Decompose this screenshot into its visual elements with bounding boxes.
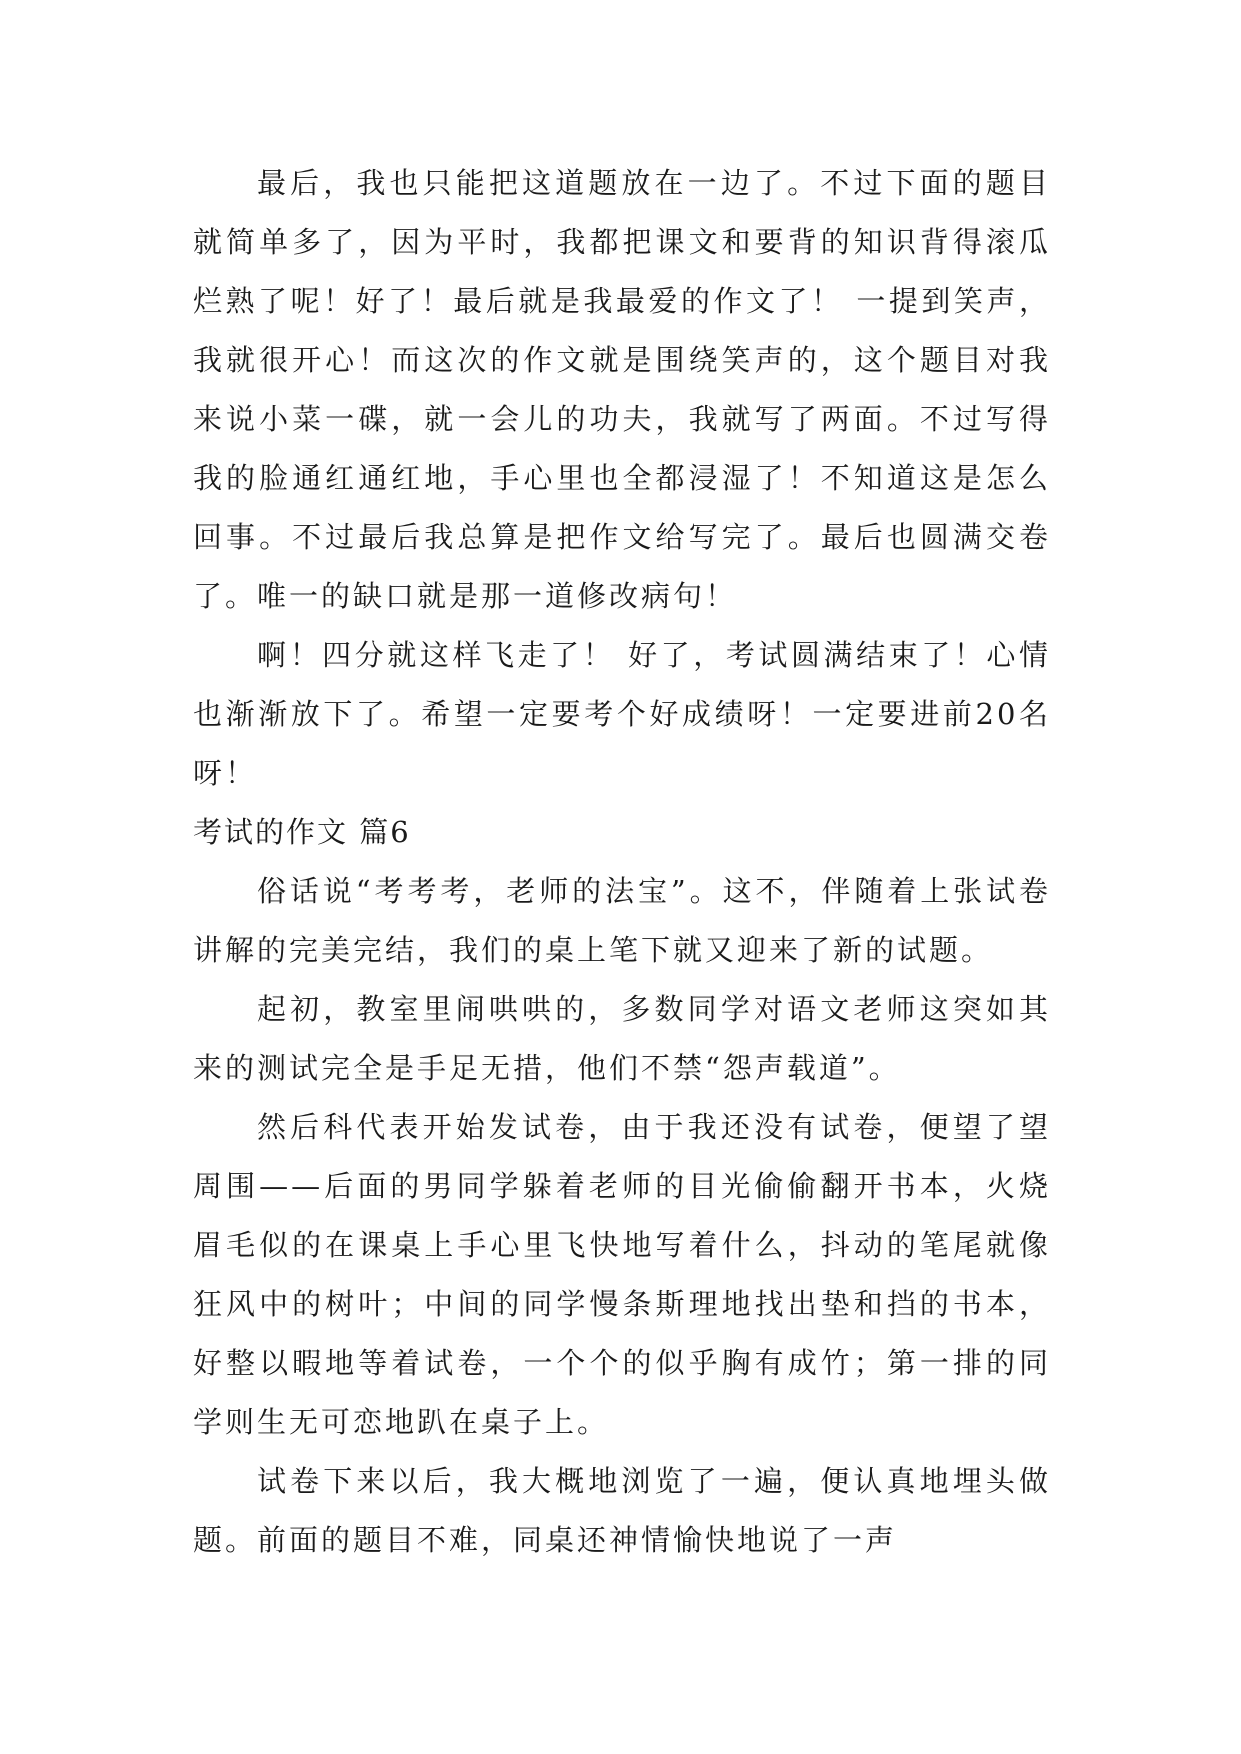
- paragraph-3: 俗话说“考考考，老师的法宝”。这不，伴随着上张试卷讲解的完美完结，我们的桌上笔下就又迎来了新的试题。: [193, 874, 1051, 967]
- paragraph-2: 啊！四分就这样飞走了！ 好了，考试圆满结束了！心情也渐渐放下了。希望一定要考个好成绩呀！一定要进前20名呀！: [193, 638, 1051, 790]
- document-body: [193, 154, 1051, 1570]
- paragraph-6: 试卷下来以后，我大概地浏览了一遍，便认真地埋头做题。前面的题目不难，同桌还神情愉快地说了一声: [193, 1464, 1051, 1557]
- paragraph-5: 然后科代表开始发试卷，由于我还没有试卷，便望了望周围——后面的男同学躲着老师的目光偷偷翻开书本，火烧眉毛似的在课桌上手心里飞快地写着什么，抖动的笔尾就像狂风中的树叶；中间的同学慢条斯理地找出垫和挡的书本，好整以暇地等着试卷，一个个的似乎胸有成竹；第一排的同学则生无可恋地趴在桌子上。: [193, 1110, 1051, 1439]
- section-heading: 考试的作文 篇6: [193, 815, 411, 849]
- paragraph-1: 最后，我也只能把这道题放在一边了。不过下面的题目就简单多了，因为平时，我都把课文和要背的知识背得滚瓜烂熟了呢！好了！最后就是我最爱的作文了！ 一提到笑声，我就很开心！而这次的作文就是围绕笑声的，这个题目对我来说小菜一碟，就一会儿的功夫，我就写了两面。不过写得我的脸通红通红地，手心里也全都浸湿了！不知道这是怎么回事。不过最后我总算是把作文给写完了。最后也圆满交卷了。唯一的缺口就是那一道修改病句！: [193, 166, 1051, 613]
- paragraph-4: 起初，教室里闹哄哄的，多数同学对语文老师这突如其来的测试完全是手足无措，他们不禁“怨声载道”。: [193, 992, 1051, 1085]
